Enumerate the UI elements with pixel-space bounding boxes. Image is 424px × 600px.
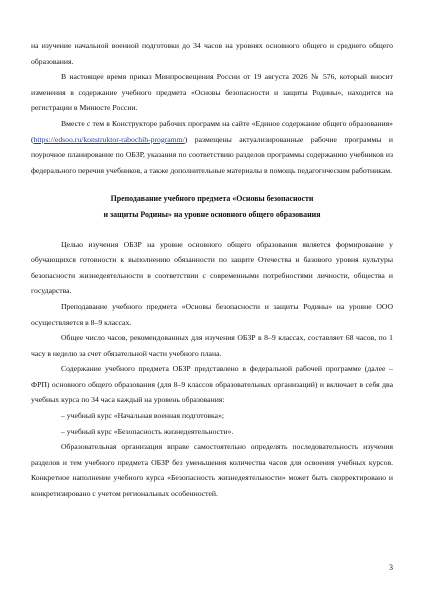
list-item-military-training: – учебный курс «Начальная военная подготовка»;	[61, 411, 225, 421]
paragraph-order-info: В настоящее время приказ Минпросвещения России от 19 августа 2026 № 576, который вносит изменения в содержание учебного предмета «Основы безопасности и защиты Родины», находится на регистрации в Минюсте России.	[31, 72, 393, 113]
page-number: 3	[389, 563, 393, 572]
edsoo-link[interactable]: https://edsoo.ru/konstruktor-rabochih-programm/	[33, 134, 185, 144]
paragraph-hours: Общее число часов, рекомендованных для изучения ОБЗР в 8–9 классах, составляет 68 часов, по 1 часу в неделю за счет обязательной части учебного плана.	[31, 333, 393, 358]
paragraph-constructor-info	[31, 116, 393, 178]
paragraph-content: Содержание учебного предмета ОБЗР представлено в федеральной рабочей программе (далее – ФРП) основного общего образования (для 8–9 классов образовательных организаций) и включает в себя два учебных курса по 34 часа каждый на уровень образования:	[31, 364, 393, 405]
paragraph-grades: Преподавание учебного предмета «Основы безопасности и защиты Родины» на уровне ООО осуществляется в 8–9 классах.	[31, 301, 393, 327]
section-heading-line-1: Преподавание учебного предмета «Основы безопасности	[110, 194, 314, 204]
paragraph-constructor-text-b: ) размещены актуализированные рабочие программы и поурочное планирование по ОБЗР, указания по соответствию разделов программы содержанию учебников из федерального перечня учебников, а также дополнительные материалы в помощь педагогическим работникам.	[31, 134, 393, 175]
list-item-life-safety: – учебный курс «Безопасность жизнедеятельности».	[61, 426, 234, 436]
paragraph-organization-rights: Образовательная организация вправе самостоятельно определять последовательность изучения разделов и тем учебного предмета ОБЗР без уменьшения количества часов для освоения учебных курсов. Конкретное наполнение учебного курса «Безопасность жизнедеятельности» может быть скорректировано и конкретизировано с учетом региональных особенностей.	[31, 442, 393, 499]
paragraph-goal: Целью изучения ОБЗР на уровне основного общего образования является формирование у обучающихся готовности к выполнению обязанности по защите Отечества и базового уровня культуры безопасности жизнедеятельности в соответствии с современными потребностями личности, общества и государства.	[31, 239, 393, 296]
section-heading-line-2: и защиты Родины» на уровне основного общего образования	[103, 209, 321, 219]
section-heading	[31, 191, 393, 222]
paragraph-continuation: на изучение начальной военной подготовки до 34 часов на уровнях основного общего и среднего общего образования.	[31, 41, 393, 66]
page-body	[31, 38, 393, 502]
paragraph-constructor-text-a: Вместе с тем в Конструкторе рабочих программ на сайте «Единое содержание общего образования» (	[31, 118, 393, 144]
